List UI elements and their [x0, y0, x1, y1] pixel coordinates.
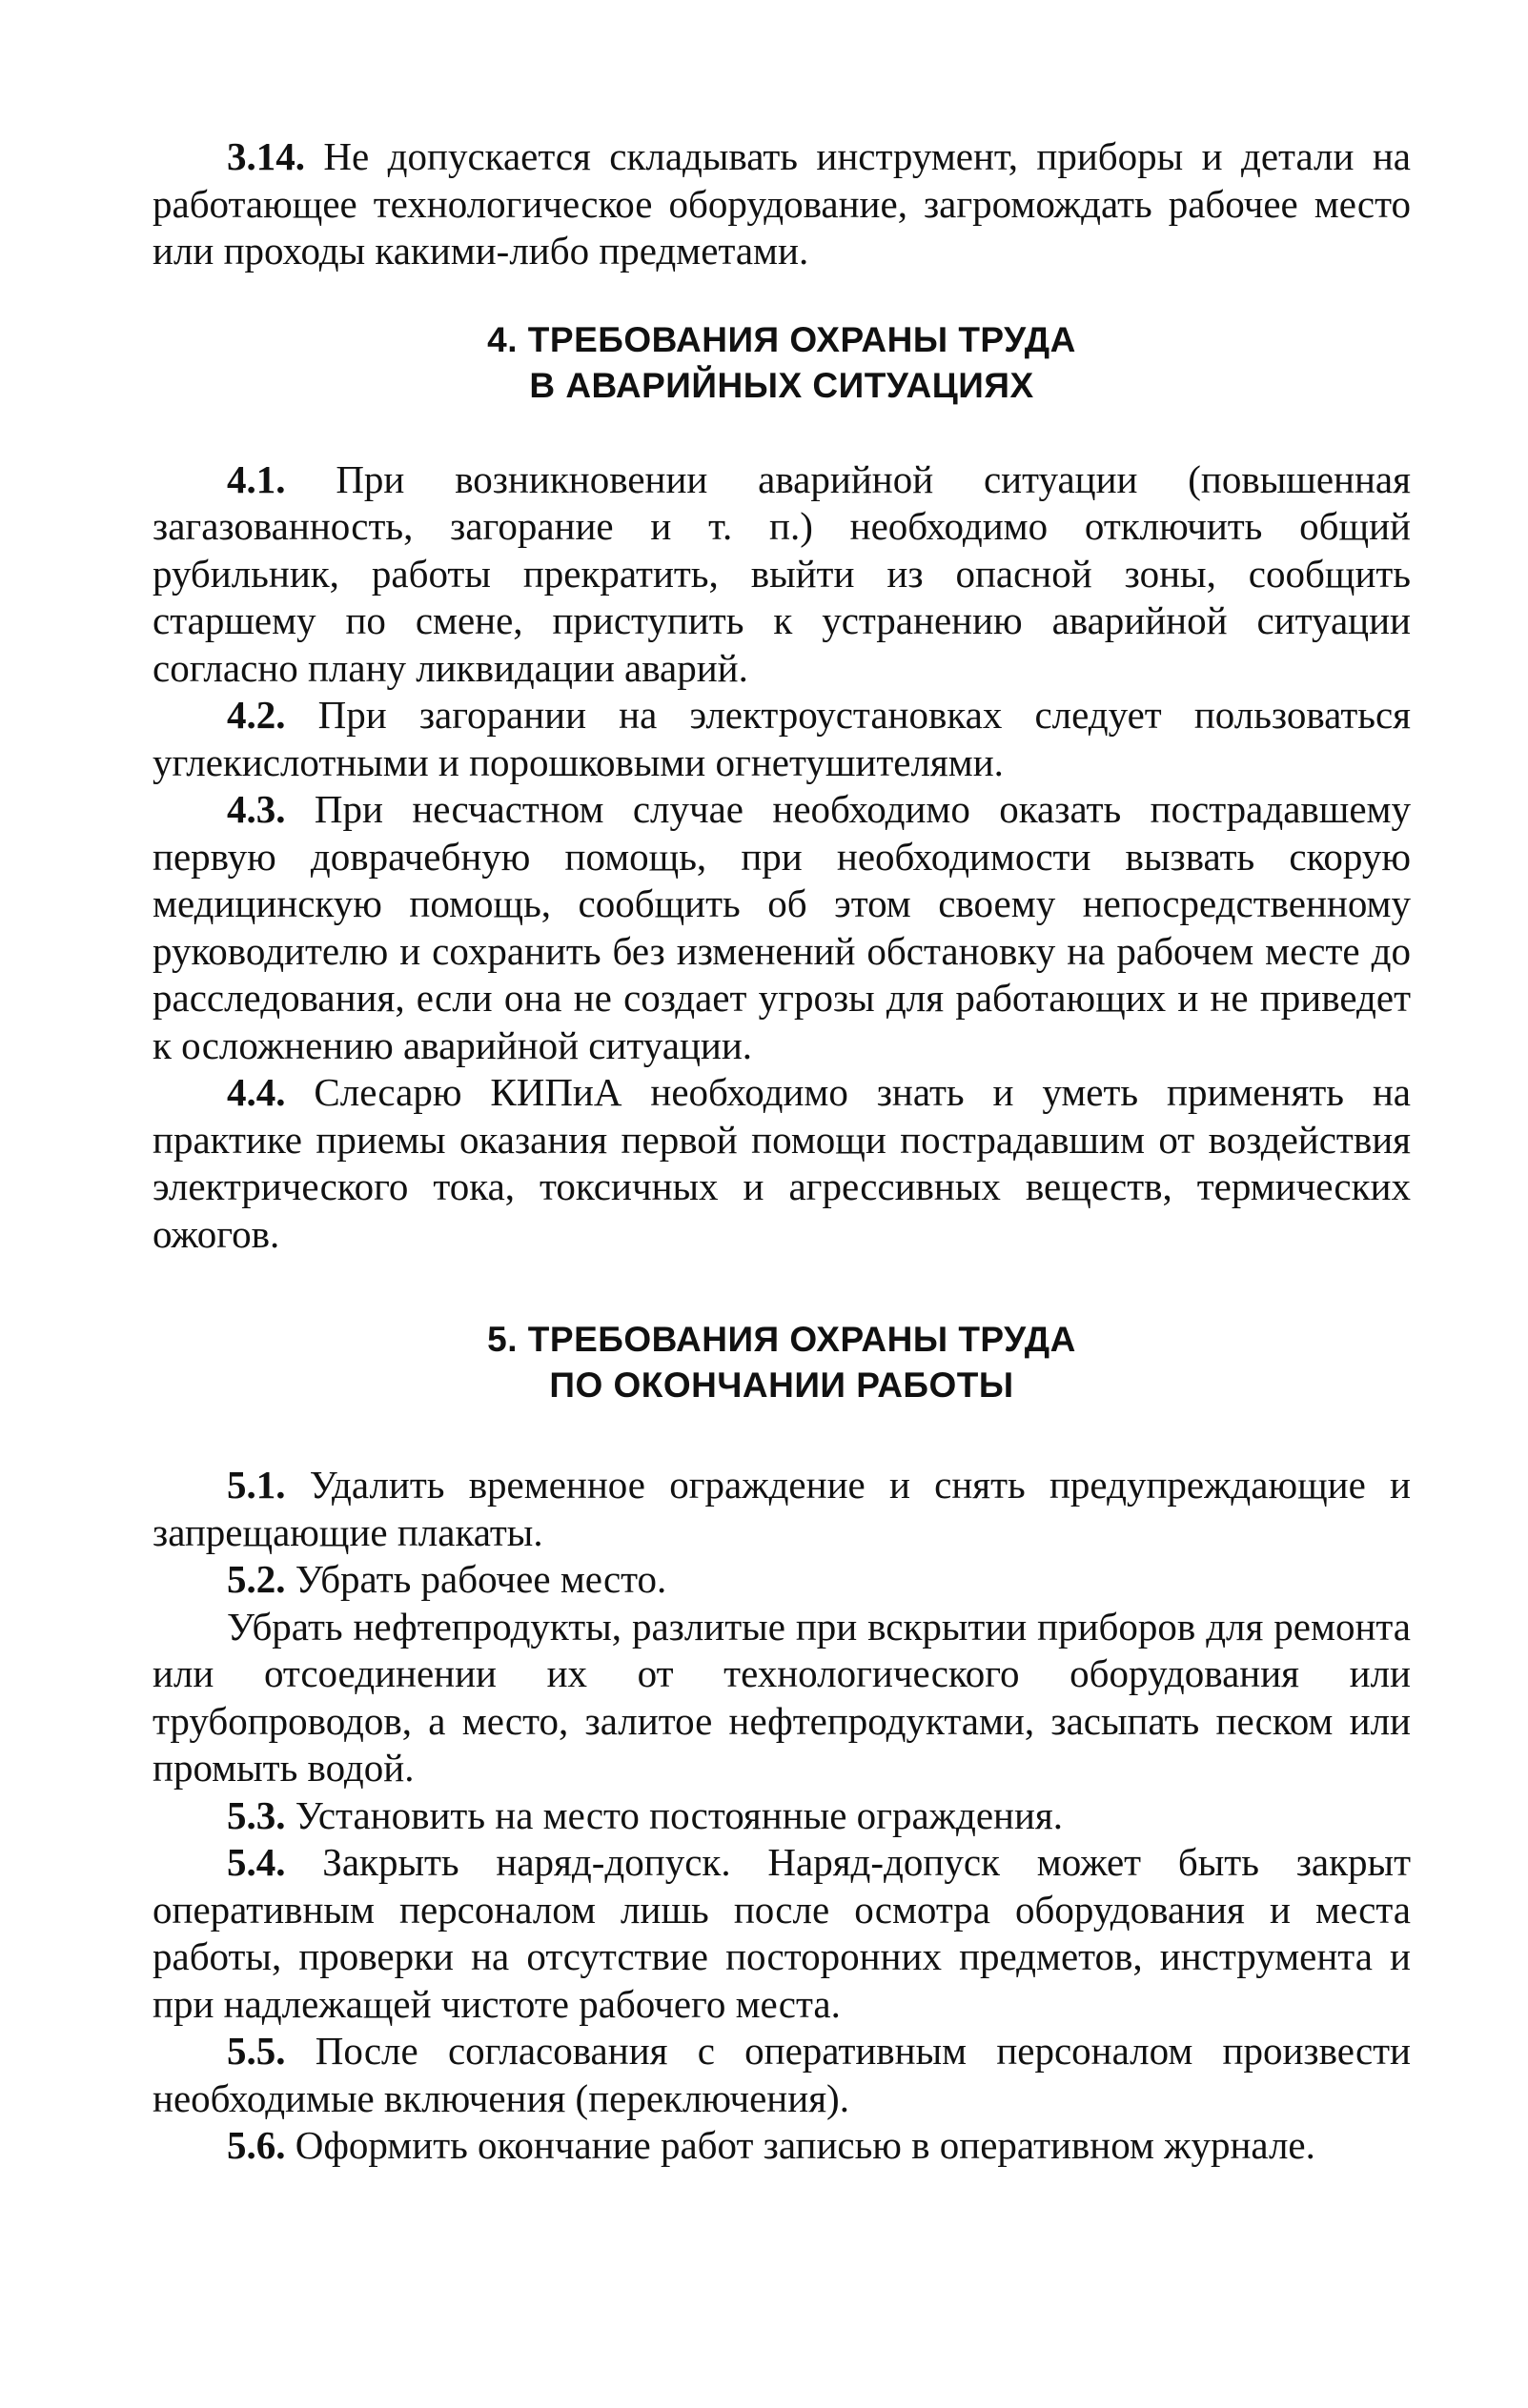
clause-number: 5.5. [227, 2029, 286, 2073]
clause-4-3 [153, 786, 1411, 1069]
clause-text: После согласования с оперативным персоналом произвести необходимые включения (переключения). [153, 2029, 1411, 2120]
clause-3-14 [153, 133, 1411, 275]
clause-5-4 [153, 1839, 1411, 2028]
clause-text: Установить на место постоянные ограждения. [285, 1792, 1064, 1837]
clause-number: 4.2. [227, 693, 286, 737]
section-5-heading [153, 1317, 1411, 1408]
clause-4-1 [153, 456, 1411, 693]
clause-number: 5.2. [227, 1557, 286, 1601]
clause-5-1 [153, 1462, 1411, 1556]
clause-text: При возникновении аварийной ситуации (повышенная загазованность, загорание и т. п.) необходимо отключить общий рубильник, работы прекратить, выйти из опасной зоны, сообщить старшему по смене, приступить к устранению аварийной ситуации согласно плану ликвидации аварий. [153, 456, 1411, 690]
document-page [153, 133, 1411, 2170]
clause-5-6 [153, 2122, 1411, 2170]
clause-text: Удалить временное ограждение и снять предупреждающие и запрещающие плакаты. [153, 1463, 1411, 1554]
clause-number: 5.3. [227, 1792, 286, 1837]
clause-number: 4.4. [227, 1070, 286, 1114]
clause-number: 5.6. [227, 2123, 286, 2167]
section-5-title-line-2: ПО ОКОНЧАНИИ РАБОТЫ [549, 1366, 1014, 1405]
clause-number: 3.14. [227, 134, 305, 178]
clause-number: 5.4. [227, 1840, 286, 1884]
clause-number: 4.3. [227, 787, 286, 831]
clause-text: Убрать нефтепродукты, разлитые при вскрытии приборов для ремонта или отсоединении их от технологического оборудования или трубопроводов, а место, залитое нефтепродуктами, засыпать песком или промыть водой. [153, 1604, 1411, 1790]
clause-5-2-continuation [153, 1604, 1411, 1792]
section-4-title-line-2: В АВАРИЙНЫХ СИТУАЦИЯХ [529, 365, 1034, 405]
clause-4-4 [153, 1069, 1411, 1258]
clause-5-5 [153, 2028, 1411, 2122]
section-4-title-line-1: 4. ТРЕБОВАНИЯ ОХРАНЫ ТРУДА [487, 319, 1076, 359]
clause-text: При несчастном случае необходимо оказать пострадавшему первую доврачебную помощь, при необходимости вызвать скорую медицинскую помощь, сообщить об этом своему непосредственному руководителю и сохранить без изменений обстановку на рабочем месте до расследования, если она не создает угрозы для работающих и не приведет к осложнению аварийной ситуации. [153, 787, 1411, 1067]
clause-text: При загорании на электроустановках следует пользоваться углекислотными и порошковыми огнетушителями. [153, 693, 1411, 784]
clause-number: 4.1. [227, 456, 286, 501]
clause-text: Закрыть наряд-допуск. Наряд-допуск может быть закрыт оперативным персоналом лишь после осмотра оборудования и места работы, проверки на отсутствие посторонних предметов, инструмента и при надлежащей чистоте рабочего места. [153, 1840, 1411, 2026]
clause-5-2 [153, 1556, 1411, 1604]
clause-text: Не допускается складывать инструмент, приборы и детали на работающее технологическое оборудование, загромождать рабочее место или проходы какими-либо предметами. [153, 134, 1411, 273]
clause-text: Оформить окончание работ записью в оперативном журнале. [285, 2123, 1315, 2167]
section-5-title-line-1: 5. ТРЕБОВАНИЯ ОХРАНЫ ТРУДА [487, 1320, 1076, 1359]
clause-number: 5.1. [227, 1463, 286, 1507]
clause-4-2 [153, 692, 1411, 786]
clause-text: Слесарю КИПиА необходимо знать и уметь применять на практике приемы оказания первой помощи пострадавшим от воздействия электрического тока, токсичных и агрессивных веществ, термических ожогов. [153, 1070, 1411, 1256]
clause-5-3 [153, 1792, 1411, 1840]
clause-text: Убрать рабочее место. [285, 1557, 667, 1601]
section-4-heading [153, 317, 1411, 409]
